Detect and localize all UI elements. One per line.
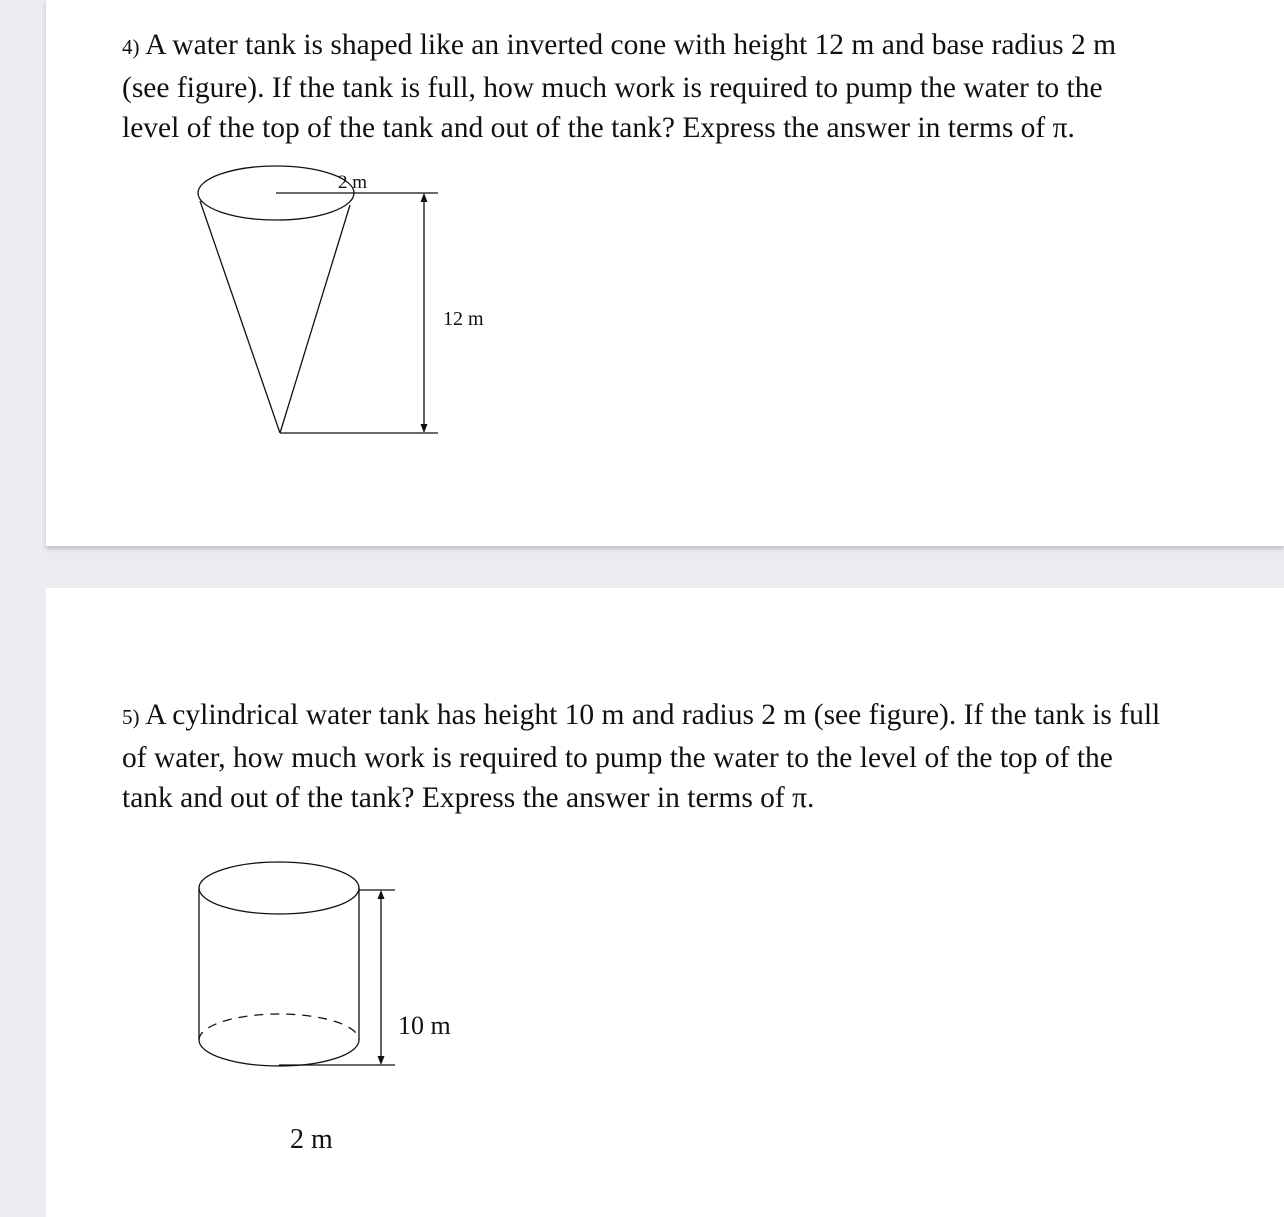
problem-5-number: 5) <box>122 705 140 729</box>
cylinder-radius-label: 2 m <box>290 1124 333 1155</box>
problem-5-line-2: of water, how much work is required to pump the water to the level of the top of the <box>122 741 1113 774</box>
cylinder-dimension-arrow-bottom <box>378 1056 385 1065</box>
problem-4-text <box>122 25 1272 149</box>
problem-4-line-2: (see figure). If the tank is full, how much work is required to pump the water to the <box>122 71 1103 104</box>
cylinder-figure <box>191 848 481 1158</box>
problem-4-card <box>46 0 1284 546</box>
cylinder-height-label: 10 m <box>398 1011 451 1040</box>
cone-height-label: 12 m <box>443 308 484 330</box>
problem-5-text <box>122 695 1272 819</box>
problem-4-line-1: 4) A water tank is shaped like an inverted cone with height 12 m and base radius 2 m <box>122 29 1117 61</box>
cylinder-top-ellipse <box>199 862 359 914</box>
cone-radius-label: 2 m <box>338 172 368 193</box>
cone-dimension-arrow-top <box>421 193 428 202</box>
cone-left-side <box>200 201 280 433</box>
cone-figure <box>190 155 484 445</box>
cone-dimension-arrow-bottom <box>421 424 428 433</box>
problem-4-number: 4) <box>122 35 140 59</box>
cylinder-bottom-front-arc <box>199 1040 359 1066</box>
cylinder-bottom-back-arc <box>199 1014 359 1040</box>
problem-5-line-3: tank and out of the tank? Express the answer in terms of π. <box>122 782 815 814</box>
problem-5-card <box>46 588 1284 1217</box>
problem-5-line-1: 5) A cylindrical water tank has height 10 m and radius 2 m (see figure). If the tank is full <box>122 699 1161 731</box>
cone-right-side <box>280 205 350 433</box>
cylinder-dimension-arrow-top <box>378 890 385 899</box>
problem-4-line-3: level of the top of the tank and out of the tank? Express the answer in terms of π. <box>122 112 1075 144</box>
